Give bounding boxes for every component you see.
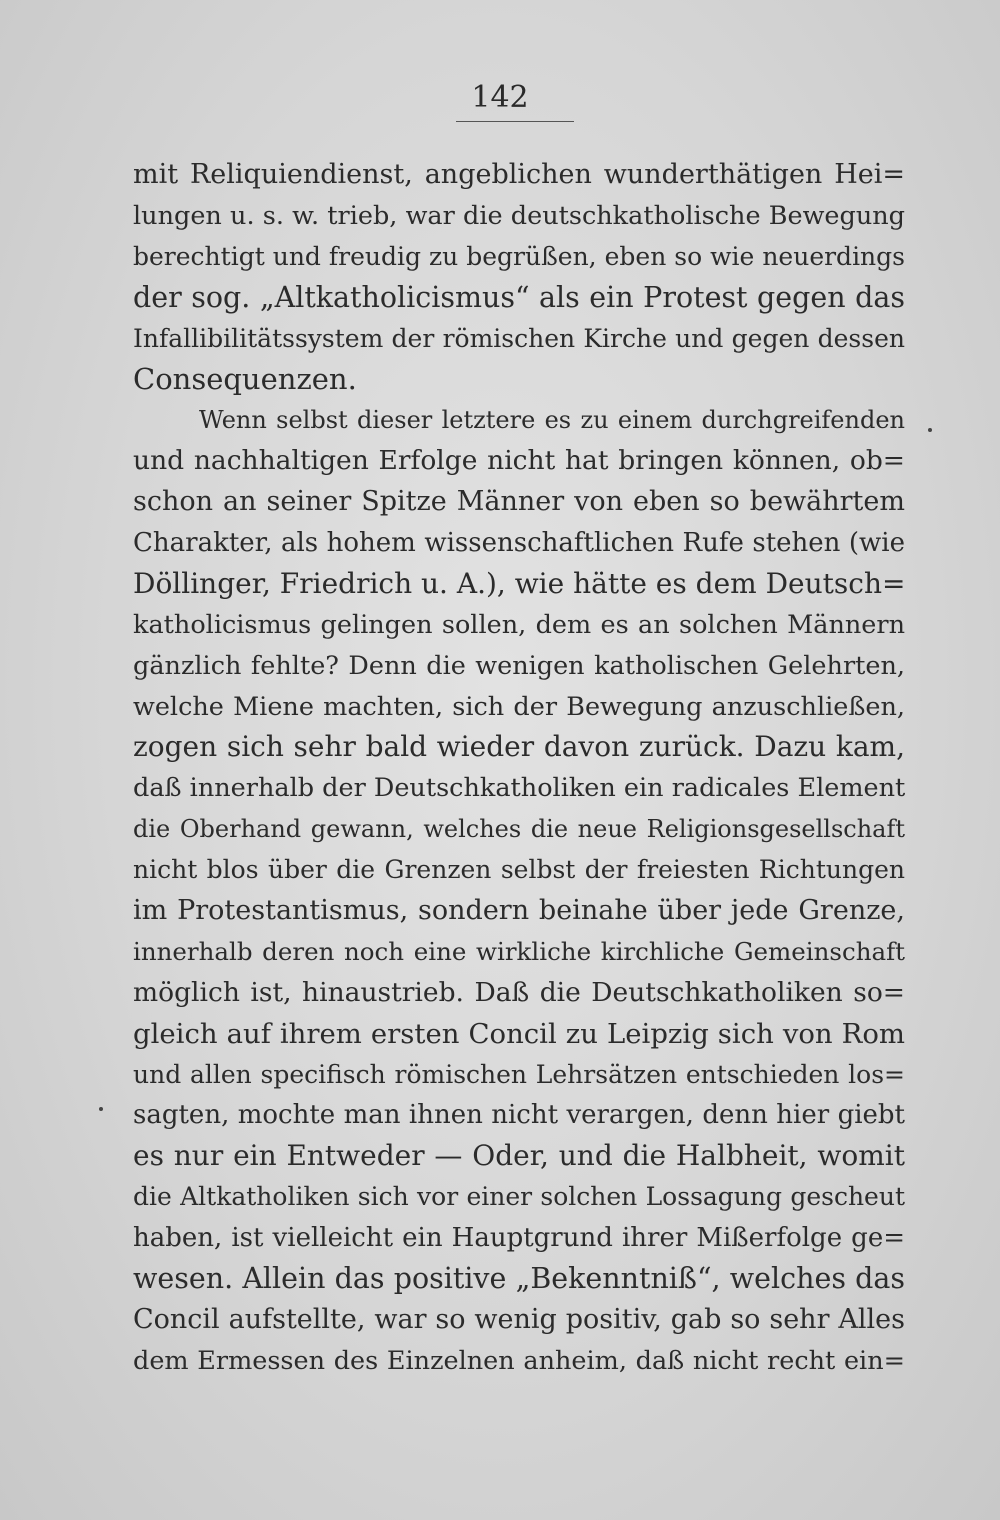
body-text (133, 155, 905, 1382)
text-line: die Altkatholiken sich vor einer solchen Lossagung gescheut (133, 1182, 905, 1212)
text-line: wesen. Allein das positive „Bekenntniß“, welches das (133, 1262, 905, 1296)
text-line: sagten, mochte man ihnen nicht verargen, denn hier giebt (133, 1100, 905, 1131)
text-line: Charakter, als hohem wissenschaftlichen Rufe stehen (wie (133, 528, 905, 559)
text-line: haben, ist vielleicht ein Hauptgrund ihrer Mißerfolge ge= (133, 1223, 905, 1254)
text-line: nicht blos über die Grenzen selbst der freiesten Richtungen (133, 855, 905, 885)
text-line: Concil aufstellte, war so wenig positiv, gab so sehr Alles (133, 1303, 905, 1335)
text-line: zogen sich sehr bald wieder davon zurück. Dazu kam, (133, 730, 905, 764)
text-line: gänzlich fehlte? Denn die wenigen katholischen Gelehrten, (133, 650, 905, 681)
text-line: gleich auf ihrem ersten Concil zu Leipzig sich von Rom (133, 1017, 905, 1050)
text-line: innerhalb deren noch eine wirkliche kirchliche Gemeinschaft (133, 936, 905, 966)
text-line: Infallibilitätssystem der römischen Kirche und gegen dessen (133, 323, 905, 353)
text-line: es nur ein Entweder — Oder, und die Halbheit, womit (133, 1139, 905, 1173)
paper-speck (928, 428, 932, 432)
text-line: und nachhaltigen Erfolge nicht hat bringen können, ob= (133, 445, 905, 477)
paper-speck (99, 1107, 103, 1111)
text-line: schon an seiner Spitze Männer von eben so bewährtem (133, 486, 905, 518)
page-number: 142 (471, 80, 529, 115)
text-line: lungen u. s. w. trieb, war die deutschkatholische Bewegung (133, 200, 905, 231)
text-line: welche Miene machten, sich der Bewegung anzuschließen, (133, 691, 905, 722)
text-line: die Oberhand gewann, welches die neue Religionsgesellschaft (133, 815, 905, 844)
text-line: daß innerhalb der Deutschkatholiken ein radicales Element (133, 773, 905, 804)
text-line: dem Ermessen des Einzelnen anheim, daß nicht recht ein= (133, 1345, 905, 1376)
text-line: Wenn selbst dieser letztere es zu einem durchgreifenden (199, 406, 905, 435)
text-line: und allen specifisch römischen Lehrsätzen entschieden los= (133, 1059, 905, 1089)
text-line: Consequenzen. (133, 362, 357, 397)
text-line: berechtigt und freudig zu begrüßen, eben so wie neuerdings (133, 241, 905, 271)
text-line: katholicismus gelingen sollen, dem es an solchen Männern (133, 609, 905, 640)
page-number-rule (456, 121, 574, 122)
text-line: im Protestantismus, sondern beinahe über jede Grenze, (133, 895, 905, 927)
text-line: der sog. „Altkatholicismus“ als ein Protest gegen das (133, 280, 905, 314)
text-line: mit Reliquiendienst, angeblichen wunderthätigen Hei= (133, 159, 905, 190)
text-line: Döllinger, Friedrich u. A.), wie hätte es dem Deutsch= (133, 566, 905, 600)
text-line: möglich ist, hinaustrieb. Daß die Deutschkatholiken so= (133, 976, 905, 1008)
